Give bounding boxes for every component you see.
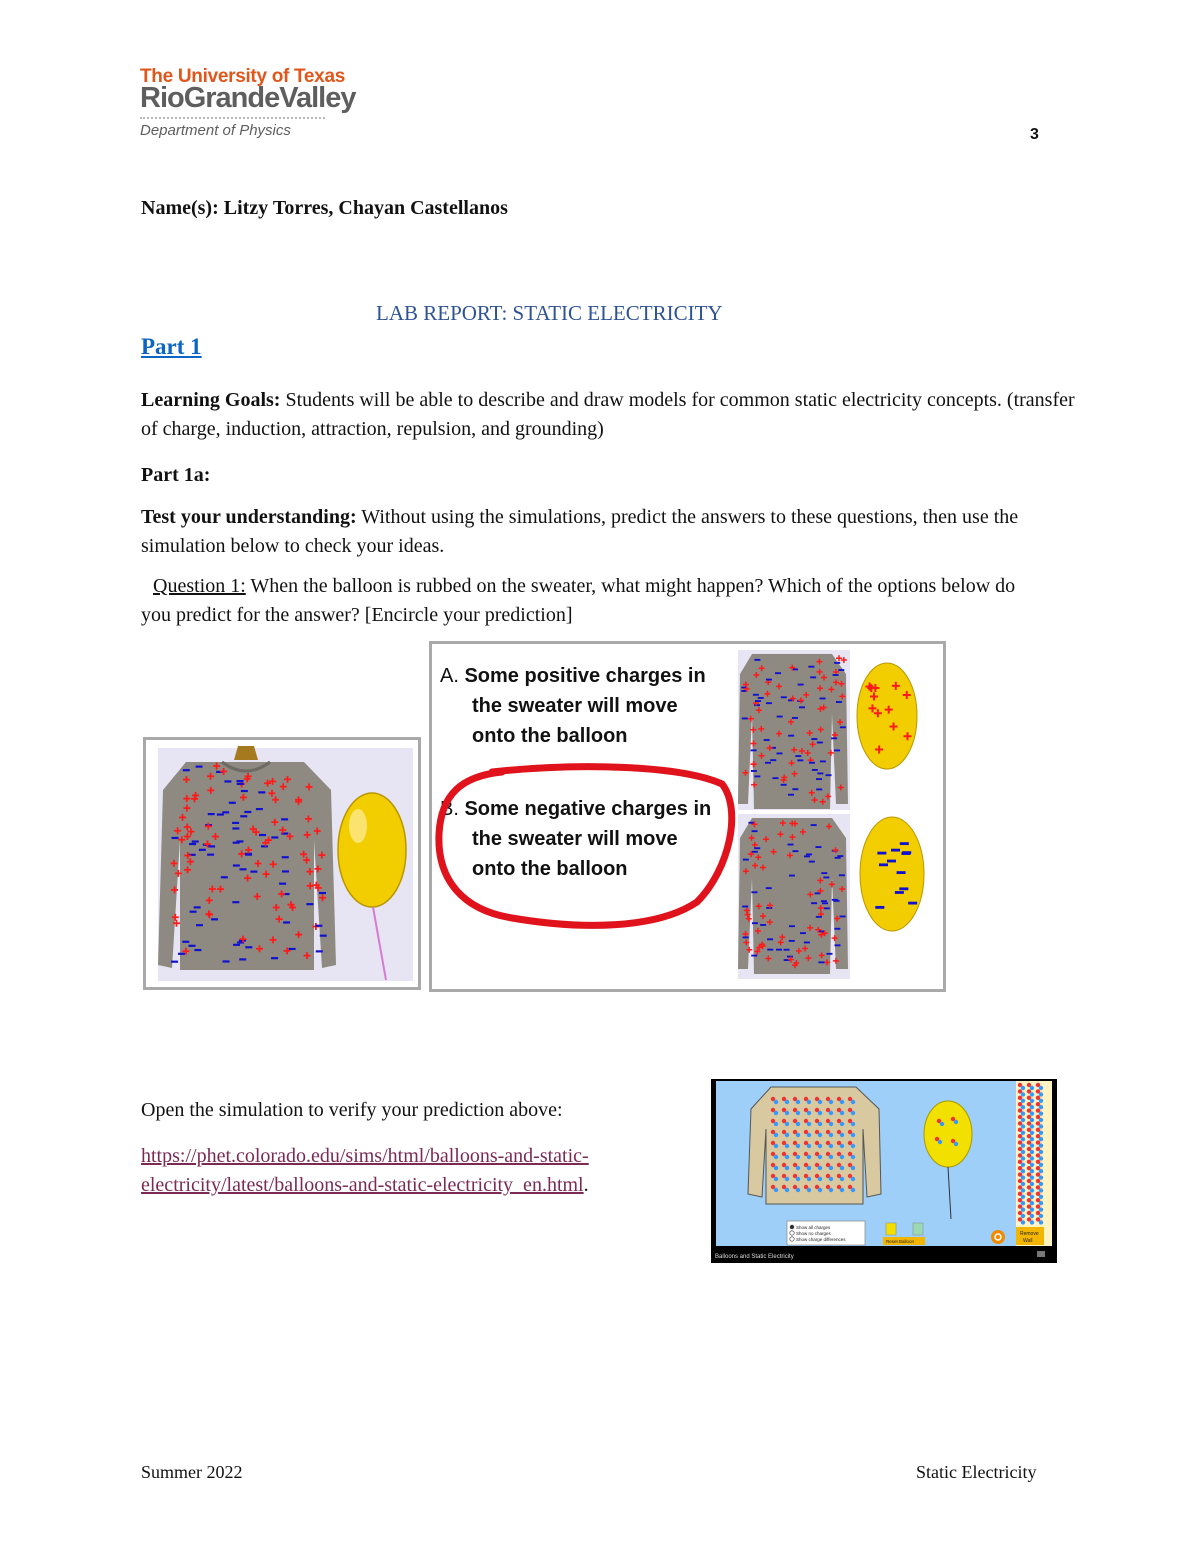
prediction-options-figure [429,641,946,992]
sim-negative-charge [807,1166,811,1170]
sim-negative-charge [851,1133,855,1137]
sweater-balloon-illustration [146,740,418,987]
sim-negative-charge [785,1166,789,1170]
sim-negative-charge [938,1140,942,1144]
sim-negative-charge [785,1144,789,1148]
sim-negative-charge [785,1188,789,1192]
sim-negative-charge [829,1133,833,1137]
sim-negative-charge [1021,1156,1025,1160]
sim-radio-none-label: Show no charges [796,1231,831,1236]
sim-negative-charge [796,1144,800,1148]
sim-negative-charge [807,1133,811,1137]
sim-negative-charge [1021,1169,1025,1173]
sim-negative-charge [818,1188,822,1192]
sim-negative-charge [1030,1182,1034,1186]
learning-goals-text: Students will be able to describe and draw models for common static electricity concepts. (transfer of charge, induction, attraction, repulsion, and grounding) [141,389,1075,440]
test-understanding [141,503,1081,561]
option-a-line3: onto the balloon [472,725,628,747]
sim-negative-charge [851,1155,855,1159]
option-a-line2: the sweater will move [472,695,678,717]
sim-negative-charge [807,1122,811,1126]
sim-negative-charge [1039,1131,1043,1135]
part1a-heading: Part 1a: [141,464,211,486]
sim-negative-charge [851,1177,855,1181]
sim-negative-charge [807,1100,811,1104]
student-names: Name(s): Litzy Torres, Chayan Castellanos [141,197,508,219]
simulation-url-line2[interactable]: electricity/latest/balloons-and-static-electricity_en.html [141,1174,584,1196]
simulation-url-suffix: . [583,1174,589,1196]
sim-negative-charge [1030,1086,1034,1090]
sim-negative-charge [785,1155,789,1159]
sim-negative-charge [1021,1175,1025,1179]
sim-sweater-icon [748,1087,881,1204]
sim-negative-charge [1021,1143,1025,1147]
sim-negative-charge [840,1177,844,1181]
sim-negative-charge [851,1166,855,1170]
sim-negative-charge [1021,1150,1025,1154]
sim-negative-charge [796,1166,800,1170]
sim-negative-charge [1030,1124,1034,1128]
sim-negative-charge [1030,1105,1034,1109]
option-a-letter: A. [440,665,459,687]
sim-negative-charge [1039,1214,1043,1218]
balloon-icon [338,793,406,907]
sim-radio-diff[interactable] [790,1237,794,1241]
sim-negative-charge [829,1144,833,1148]
footer-term: Summer 2022 [141,1462,243,1482]
sim-negative-charge [954,1142,958,1146]
sim-negative-charge [829,1166,833,1170]
sim-negative-charge [796,1111,800,1115]
report-title: LAB REPORT: STATIC ELECTRICITY [376,301,723,325]
simulation-instruction: Open the simulation to verify your prediction above: [141,1099,563,1121]
logo-divider [140,117,325,119]
sim-negative-charge [1030,1214,1034,1218]
sim-negative-charge [851,1111,855,1115]
sim-negative-charge [818,1144,822,1148]
sim-negative-charge [785,1122,789,1126]
sim-negative-charge [851,1122,855,1126]
sim-negative-charge [1030,1201,1034,1205]
balloon-b-icon [860,817,924,931]
sim-negative-charge [1021,1214,1025,1218]
sim-reset-balloon-label: Reset Balloon [886,1239,915,1244]
department-name: Department of Physics [140,122,291,139]
sim-negative-charge [1021,1201,1025,1205]
sim-negative-charge [796,1100,800,1104]
hanger-icon [234,746,258,760]
sim-negative-charge [1021,1137,1025,1141]
sim-negative-charge [1030,1143,1034,1147]
sim-negative-charge [1021,1163,1025,1167]
sim-negative-charge [1039,1182,1043,1186]
sim-negative-charge [1039,1099,1043,1103]
sim-negative-charge [818,1166,822,1170]
sim-negative-charge [807,1144,811,1148]
sim-negative-charge [818,1177,822,1181]
sim-negative-charge [1039,1150,1043,1154]
sim-negative-charge [954,1120,958,1124]
sim-negative-charge [1030,1156,1034,1160]
sim-negative-charge [840,1155,844,1159]
sim-negative-charge [1030,1169,1034,1173]
sim-negative-charge [785,1111,789,1115]
sim-negative-charge [1039,1188,1043,1192]
option-a-line1: Some positive charges in [464,665,706,687]
sweater-balloon-figure [143,737,421,990]
sim-caption: Balloons and Static Electricity [715,1254,794,1260]
sim-negative-charge [1021,1188,1025,1192]
sim-negative-charge [796,1155,800,1159]
question-1-text: When the balloon is rubbed on the sweater, what might happen? Which of the options below do you predict for the answer? [Encircle your prediction] [141,575,1016,626]
sim-two-balloons-button[interactable] [913,1223,923,1235]
sim-negative-charge [1039,1207,1043,1211]
sim-negative-charge [1030,1163,1034,1167]
sim-negative-charge [1039,1169,1043,1173]
sim-negative-charge [796,1188,800,1192]
sim-negative-charge [1021,1092,1025,1096]
sim-negative-charge [1039,1118,1043,1122]
sim-negative-charge [940,1122,944,1126]
learning-goals-label: Learning Goals: [141,389,281,411]
sim-negative-charge [796,1133,800,1137]
option-b-line3: onto the balloon [472,858,628,880]
sim-remove-wall-label-1: Remove [1020,1231,1039,1237]
sim-radio-all[interactable] [790,1225,794,1229]
question-1 [141,572,1021,630]
sim-negative-charge [785,1133,789,1137]
sim-negative-charge [818,1122,822,1126]
sim-negative-charge [829,1155,833,1159]
sim-negative-charge [1030,1220,1034,1224]
sim-negative-charge [1030,1131,1034,1135]
simulation-scene [711,1079,1057,1263]
sim-negative-charge [1030,1195,1034,1199]
sim-negative-charge [1030,1175,1034,1179]
sim-negative-charge [1021,1131,1025,1135]
sim-one-balloon-button[interactable] [886,1223,896,1235]
test-understanding-text: Without using the simulations, predict the answers to these questions, then use the simulation below to check your ideas. [141,506,1019,557]
simulation-screenshot [711,1079,1057,1263]
sim-negative-charge [829,1188,833,1192]
sim-negative-charge [807,1155,811,1159]
sim-negative-charge [818,1133,822,1137]
sim-menu-icon[interactable] [1037,1251,1045,1257]
sim-radio-none[interactable] [790,1231,794,1235]
option-b-line2: the sweater will move [472,828,678,850]
part1-heading: Part 1 [141,334,202,359]
sim-negative-charge [851,1144,855,1148]
sim-balloon-icon [924,1101,972,1167]
sim-negative-charge [840,1122,844,1126]
sim-negative-charge [851,1188,855,1192]
sim-negative-charge [807,1188,811,1192]
sim-negative-charge [774,1144,778,1148]
sim-negative-charge [1039,1201,1043,1205]
sim-negative-charge [829,1111,833,1115]
sim-negative-charge [774,1177,778,1181]
sim-negative-charge [840,1100,844,1104]
sim-negative-charge [818,1155,822,1159]
sim-negative-charge [796,1122,800,1126]
sim-negative-charge [829,1100,833,1104]
sim-negative-charge [1039,1156,1043,1160]
sim-negative-charge [1039,1137,1043,1141]
option-illustrations [432,644,943,989]
simulation-url-line1[interactable]: https://phet.colorado.edu/sims/html/balloons-and-static- [141,1145,589,1167]
university-name: The University of Texas [140,66,345,87]
sim-negative-charge [1030,1188,1034,1192]
sim-negative-charge [1030,1118,1034,1122]
sim-negative-charge [1030,1137,1034,1141]
sim-negative-charge [807,1111,811,1115]
sim-negative-charge [1021,1220,1025,1224]
sim-negative-charge [1039,1124,1043,1128]
sim-negative-charge [840,1133,844,1137]
sim-negative-charge [851,1100,855,1104]
sim-negative-charge [1021,1124,1025,1128]
sim-negative-charge [829,1122,833,1126]
sim-negative-charge [1039,1220,1043,1224]
sim-negative-charge [818,1111,822,1115]
simulation-link[interactable] [141,1142,701,1200]
page-number: 3 [1030,126,1039,143]
sim-negative-charge [774,1122,778,1126]
option-b-line1: Some negative charges in [464,798,712,820]
option-b-letter: B. [440,798,459,820]
sim-negative-charge [1030,1099,1034,1103]
sim-negative-charge [1039,1111,1043,1115]
sim-negative-charge [774,1133,778,1137]
sim-negative-charge [1030,1150,1034,1154]
sim-radio-all-label: Show all charges [796,1225,831,1230]
footer-title: Static Electricity [916,1462,1037,1482]
sim-negative-charge [774,1155,778,1159]
sim-reset-all-icon[interactable] [991,1230,1005,1244]
sim-negative-charge [774,1188,778,1192]
sim-negative-charge [1021,1111,1025,1115]
sim-negative-charge [1021,1207,1025,1211]
balloon-a-icon [857,663,917,769]
sim-negative-charge [818,1100,822,1104]
sim-negative-charge [1021,1105,1025,1109]
sim-negative-charge [1030,1207,1034,1211]
sim-negative-charge [1039,1175,1043,1179]
sim-negative-charge [1021,1118,1025,1122]
sim-negative-charge [1039,1092,1043,1096]
sim-negative-charge [785,1177,789,1181]
sim-negative-charge [840,1188,844,1192]
sweater-icon [158,762,336,970]
sim-negative-charge [774,1111,778,1115]
sim-negative-charge [1039,1143,1043,1147]
sim-negative-charge [807,1177,811,1181]
sim-negative-charge [1039,1195,1043,1199]
learning-goals [141,386,1081,444]
sim-negative-charge [1021,1099,1025,1103]
question-1-label: Question 1: [153,575,246,597]
sim-negative-charge [840,1144,844,1148]
sim-radio-diff-label: Show charge differences [796,1237,846,1242]
university-campus: RioGrandeValley [140,82,356,114]
sim-negative-charge [1021,1182,1025,1186]
sim-negative-charge [774,1166,778,1170]
sim-negative-charge [1030,1092,1034,1096]
sim-negative-charge [796,1177,800,1181]
sim-negative-charge [840,1111,844,1115]
test-understanding-label: Test your understanding: [141,506,357,528]
sim-negative-charge [1021,1086,1025,1090]
sim-negative-charge [1021,1195,1025,1199]
prediction-circle [439,767,732,926]
sim-negative-charge [1039,1163,1043,1167]
sim-negative-charge [829,1177,833,1181]
sim-negative-charge [840,1166,844,1170]
sim-negative-charge [1039,1086,1043,1090]
sim-negative-charge [774,1100,778,1104]
sim-remove-wall-label-2: Wall [1023,1238,1033,1244]
sim-negative-charge [785,1100,789,1104]
sim-negative-charge [1030,1111,1034,1115]
sim-negative-charge [1039,1105,1043,1109]
